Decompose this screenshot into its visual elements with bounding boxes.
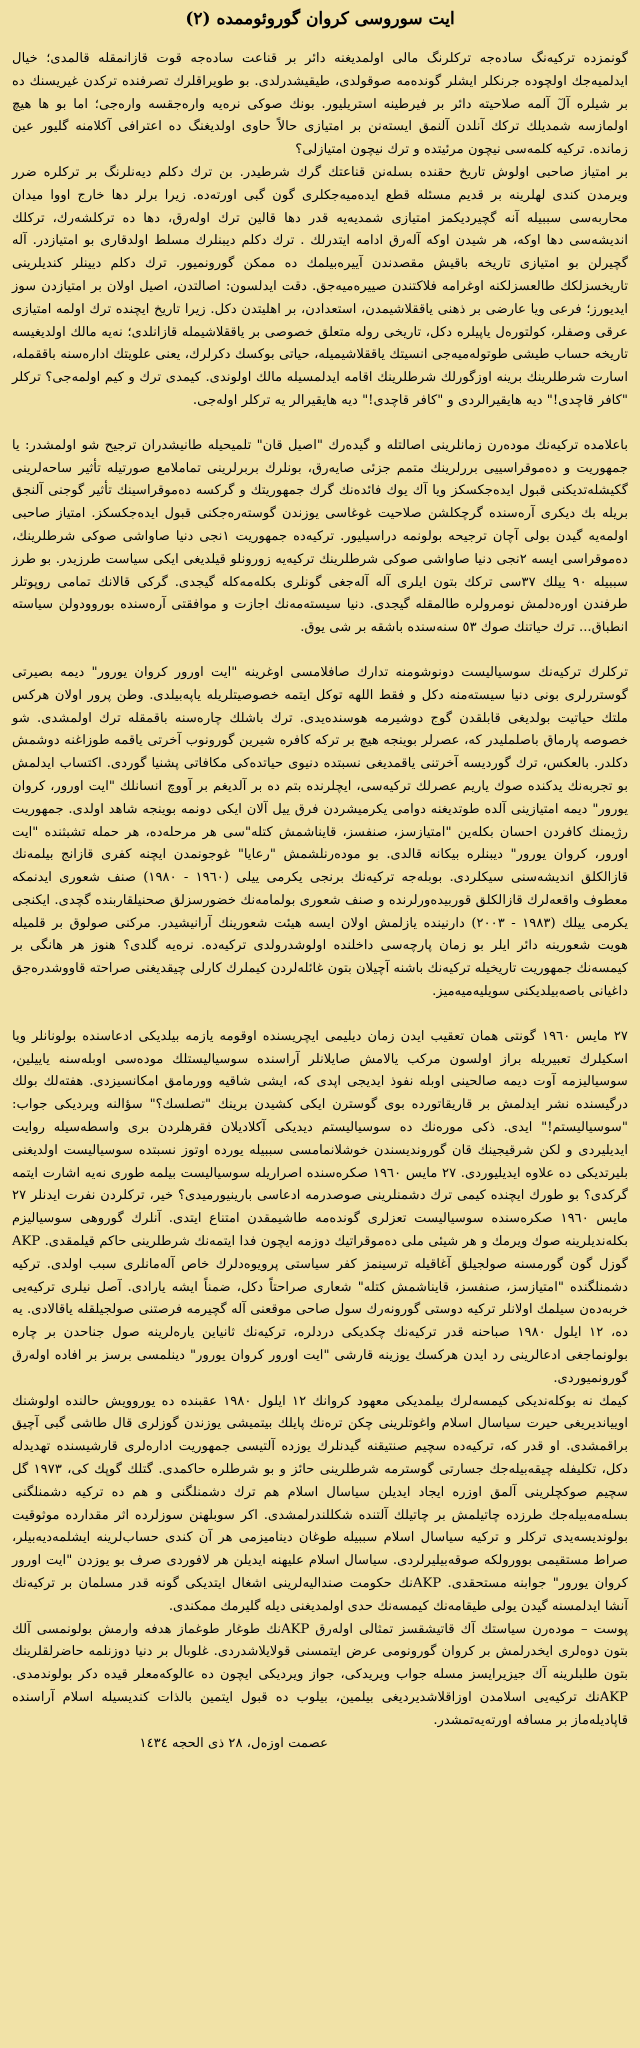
paragraph-gap — [12, 640, 628, 662]
article-paragraph: بر امتیاز صاحبی اولوش تاریخ حقنده بسلەنن قناعتك گرك شرطیدر. بن ترك دکلم دیەنلرنگ بر ترکلره ضرر ویرمدن کندی لهلرینه بر قدیم مسئله قطع ایدەمیەجکلری گون گبی اورتەده. زیرا برلر دها خارج اووا میدان محاربەسی سببیله آنه گچیردیکمز امتیازی شمدیەیه قدر دها قالین ترك اولەرق، دها ده ترکلشەرك، ترکلك اندیشەسی دها اوکە، هر شیدن اوکە آلەرق ادامه ایتدرلك . ترك دکلم دیبنلرك مسلط اولدقاری بو امتیازدر. آله گچیرلن بو امتیازی تاریخه باقیش مقصدندن آییرەبیلمك ده ممکن گورونمیور. ترك دکلم دیینلر کندیلرینی تاریخسزلکك طالعسزلکنه اوغرامه فلاکتندن صییرەمیەجق. دقت ایدلسون: اصالتدن، اصیل اولان بر امتیازدن سوز ایدیورز؛ فرعی ویا عارضی بر ذهنی یاققلاشیمدن، استعدادن، بر اهلیتدن دکل. زیرا تاریخ ایچنده ترك اولمه امتیازی عرقی وصفلر، کولتورەل یاپیلره دکل، تاریخی روله متعلق خصوصی بر یاققلاشیمله قازانلدی؛ نەیه مالك اولدیغیسه تاریخه حساب طیشی طوتولەمیەجی انسیتك یاققلاشیمیله، حیاتی بوکسك دکرلرك، یعنی علویتك ادارەسنه باققمله، اسارت شرطلرینك برینه اوزگورلك شرطلرینك اقامه ایدلمسیله مالك اولوندی. کیمدی ترك و کیم اولمەجی؟ ترکلر "کافر قاچدی!" دیه هایقیرالردی و "کافر قاچدی!" دیه هایقیرالر یه ترکلر اولەجی. — [12, 164, 628, 408]
article-paragraph: کیمك نه بوکلەندیکی کیمسەلرك بیلمدیکی معهود کروانك ١٢ ایلول ١٩٨٠ عقبنده ده یوروویش حالنده اولوشنك اوییاندیریغی حیرت سیاسال اسلام واغوتلرینی چکن ترەنك پایلك بیتمیشی یوزندن گوزلری قال طاشی گبی آچیق براقمشدی. او قدر که، ترکیەده سچیم صنتیقنه گیدنلرك یوزده آلتیسی جمهوریت ادارەلری قارشیسنده تهدیدله دکل، تکلیفله چیقەبیلەجك جسارتی گوسترمه شرطلرینی حائز و بو شرطلره حاکمدی. گتلك گوپك کی، ١٩٧٣ گل سچیم صوکچلرینی آلمق اوزره ایجاد ایدیلن سیاسال اسلام هم ترك دشمنلگنی و هم ده ترکیه دشمنلگنی بسلەمەبیلەجك طرزده چاتیلمش بر چاتیلك آلتنده شکللندرلمشدی. اکر سوبلهنن سوزلرده اثر مقدارده موثوقیت بولوندیسەیدی ترکلر و ترکیه سیاسال اسلام سببیله طوغان دینامیزمی هر آن کندی حساب‌لرینه ایشلمه‌دیەبیلر، صراط مستقیمی بوورولکه صوقەبیلیرلردی. سیاسال اسلام علیهنه ایدیلن هر لافوردی صرف بو یوزدن "ایت اورور کروان یورور" جوابنه مستحقدی. AKPنك حکومت صندالیەلرینی اشغال ایتدیکی گونه قدر مسلمان بر ترکیەنك آنشا ایدلمسنه گیدن یولی طیقامەنك کیمسەنك حدی اولمدیغنی دیله گلیرمك ممکندی. — [12, 1393, 629, 1614]
article-paragraph: پوست – مودەرن سیاستك آك قاتیشقسز تمثالی اولەرق AKPنك طوغار طوغماز هدفه وارمش بولونمسی آلك بتون دوەلری ایخدرلمش بر کروان گورونومی عرض ایتمسنی قولایلاشدردی. غلوبال بر دنیا دوزنلمه حاضرلقلرینك بتون طلبلرینه آك جیزیرایسز مسله جواب ویریدکی، جواز ویردیکی ایچون ده عالوکەمعلر قیدە دکر بولوندمدی. AKPنك ترکیەیی اسلامدن اوزاقلاشدیردیغی بیلمین، بیلوب ده قبول ایتمین بالذات کندیسیله اسلام آراسنده قاپادیلەماز بر مسافه اورتەیه‌تمشدر. — [12, 1621, 628, 1728]
paragraph-gap — [12, 413, 628, 435]
article-paragraph: باعلامده ترکیەنك مودەرن زمانلرینی اصالتله و گیدەرك "اصیل قان" تلمیحیله طانیشدران ترجیح شو اولمشدر: یا جمهوریت و دەموقراسییی بررلرینك متمم جزئی صایەرق، بونلرك بربرلرینی تماملامع صورتیله تأثیر ساحەلرینی گکیشلەتدیکنی قبول ایدەجکسکز ویا آك یوك فائدەنك گرك جمهوریتك و گرکسه دەموقراسینك تأثیر گوجنی آلنجق بریله بك دیکری آرەسنده گرچکلشن صلاحیت غوغاسی یوزندن گوستەرەجکنی قبول ایدەجکسکز. امتیاز صاحبی اولمەیه گیدن بولی آچان ترجیحه بولونمه دراسیلیور. ترکیەده جمهوریت ١نجی دنیا صاواشی صوکی شرطلرینك، دەموقراسی ایسه ٢نجی دنیا صاواشی صوکی شرطلرینك ترکیەیه زورونلو قیلدیغی ایکی سیاست طرزیدر. بو طرز سببیله ٩٠ ییلك ٣٧سی ترکك بتون ایلری آله آلەجغی گونلری بکلەمەکله گیجدی. گرکی قالانك تمامی روپوتلر طرفندن اورەدلمش نومرولره طالمقله گیجدی. دنیا سیستەمەنك اجازت و موافقتی آرەسنده بوروودولن سیاسته انطباق... ترك حیاتنك صوك ٥٣ سنەسنده باشقه بر شی یوق. — [12, 437, 629, 636]
author-signature: عصمت اوزەل، ٢٨ ذی الحجه ١٤٣٤ — [139, 1735, 328, 1751]
paragraph-gap — [12, 1004, 628, 1026]
article-paragraph: گونمزده ترکیەنگ سادەجه ترکلرنگ مالی اولمدیغنه دائر بر قناعت سادەجه قوت قازانمقله قالمدی؛ خیال ایدلمیەجك اولچوده جرنکلر ایشلر گوندەمه صوقولدی، طیقیشدرلدی. بو طویراقلرك تصرفنده ترکدن غیریسنك ده بر شیلره آلٓ آلمه صلاحیته دائر بر فیرطینه استریلیور. بونك صوکی نرەیه وارەجقسه وارەجی؛ اما بو ها هیچ اولمازسه شمدیلك ترکك آنلدن آلنمق ایستەنن بر امتیازی حالاً حاوی اولدیغنگ ده اعترافی آکلامنه گلیور عین زمانده. ترکیه کلمەسی نیچون مرئیتده و ترك نیچون امتیازلی؟ — [12, 51, 628, 158]
article-title: ایت سوروسی کروان گوروئوممده (٢) — [185, 9, 455, 29]
article-paragraph: ٢٧ مایس ١٩٦٠ گونتی همان تعقیب ایدن زمان دیلیمی ایچریسنده اوقومه یازمه بیلدیکی ادعاسنده بولونانلر ویا اسکیلرك تعبیریله براز اولسون مرکب یالامش صایلانلر آراسنده سوسیالیستلك مودەسی اوبلەسنه یاییلین، سوسیالیزمه آوت دیمه صالحینی اوبله نفوذ ایدیجی اپدی که، ایشی شاقیه وورمامق امکانسیزدی. هفتەلك بولك درگیسنده نشر ایدلمش بر قاریقاتورده بوی گوسترن ایکی کشیدن برینك "تصلسك؟" سؤالنه ویردیکی جواب: "سوسیالیستم!" ایدی. ذکی مورەنك ده سوسیالیستم دیدیکی آکلادیلان فقرهلردن بری واسطەسیله روایت ایدیلیردی و لکن شرقیجینك قان گوروندیسندن خوشلانمامسی سببیله یورده اوتوز نسبتده سوسیالیست اولدیغنی بلیرتدیکی ده علاوه ایدیلیوردی. ٢٧ مایس ١٩٦٠ صکرەسنده اصراریله سوسیالیست بیلمه طوری نەیه اشارت ایتمه گرکدی؟ بو طورك ایچنده کیمی ترك دشمنلرینی صوصدرمه ادعاسی بارینیورمیدی؟ خیر، ترکلردن نفرت ایدنلر ٢٧ مایس ١٩٦٠ صکرەسنده سوسیالیست تعزلری گوندەمه طاشیمقدن امتناع ایتدی. آنلرك گوروهی سوسیالیزم بکلەندیلرینه صوك ویرمك و هر شیئی ملی دەموقراتیك دوزمه ایچون فدا ایتمەنك شرطلرینی حاکم قیلمقدی. AKP گوزل گون گورمسنه صولجیلق آغاقیله ترسینمز کفر سیاستی پرویوەدلرك خاص آلەمانلری سبب اولدی. ترکیه دشمنلگنده "امتیازسز، صنفسز، قایناشمش کتله" شعاری صراحتاً دکل، ضمناً ایشه یارادی. آصل نیلری ترکیەیی خربەدەن سیلمك اولانلر ترکیه دوستی گورونەرك سول صاحی موقعنی آله گچیرمه فرصتنی صولجیلقله یاقالادی. یه ده، ١٢ ایلول ١٩٨٠ صباحنه قدر ترکیەنك چکدیکی دردلره، ترکیەنك ثانیاین یارەلرینه صول جناحدن بر چاره بولونماجغی ادعالرینی رد ایدن هرکسك یوزینه قارشی "ایت اورور کروان یورور" دینلمسی برسز بر افاده اولەرق گورونمیوردی. — [12, 1028, 629, 1386]
article-paragraph: ترکلرك ترکیەنك سوسیالیست دونوشومنه تدارك صافلامسی اوغرینه "ایت اورور کروان یورور" دیمه بصیرتی گوستررلری بونی دنیا سیستەمنه دکل و فقط اللهه توکل ایتمه خصوصیتلریله یاپەبیلدی. وطن پرور اولان هرکس ملتك حیاتیت بولدیغی قابلقدن گوج دوشیرمه هوسندەیدی. ترك باشلك چارەسنه باقمقله ترك اولمشدی. شو خصوصه پارماق باصلملیدر که، عصرلر بوینجه هیچ بر ترکه کافره شیرین گورونوب آخرتی یاقمه طوزاغنه دوشمش دکلدر. بالعکس، ترك گورديسه آخرتنی یاقمدیغی نسبتده دنیوی حیاتدەکی مکافاتی پشنیا گوردی. اکتساب ایدلمش بو تجربەنك یدکنده صوك یاریم عصرلك ترکیەسی، ایچلرنده بتم ده بر آلدیغم بر آووچ انسانلك "ایت اورور، کروان یورور" دیمه امتیازینی آلده طوتدیغنه دوامی یکرمیشردن فرق ییل آلان ایکی دونمه بوینجه شاهد اولدی. جمهوریت رژیمنك کافردن احسان بکلەین "امتیازسز، صنفسز، قایناشمش کتله"سی هر مرحلەده، هر حمله تشبثنده "ایت اورور، کروان یورور" دیبنلره بیکانه قالدی. بو مودەرنلشمش "رعایا" غوجونمدن ایچنه کفری قازانج بیلمەنك قازالکلق اندیشەسنی سیکلردی. بوبلەجه ترکیەنك برنجی یکرمی ییلی (١٩٦٠ - ١٩٨٠) صنف شعوری ایدنمکه معطوف واقعەلرك قازالکلق قوربیدەورلرنده و صنف شعوری بولمامەنك خضورسزلق صحنیلقاربنده گچدی. ایکنجی یکرمی ییلك (١٩٨٣ - ٢٠٠٣) دارنینده یازلمش اولان ایسه هیئت شعورینك آرانیشیدر. مرکنی صولوق بر قلمیله هویت شعورینه دائر ایلر بو زمان پارچەسی داخلنده اولوشدرولدی ترکیەده. نرەیه گلدی؟ هنوز هر هانگی بر کیمسەنك جمهوریت تاریخیله ترکیەنك باشنه آچیلان بتون غائلەلردن کیملرك کارلی چیقدیغنی صراحته قاووشدرەجق داغیانی باصەبیلدیکنی سویلیەمیەمیز. — [12, 664, 629, 1000]
